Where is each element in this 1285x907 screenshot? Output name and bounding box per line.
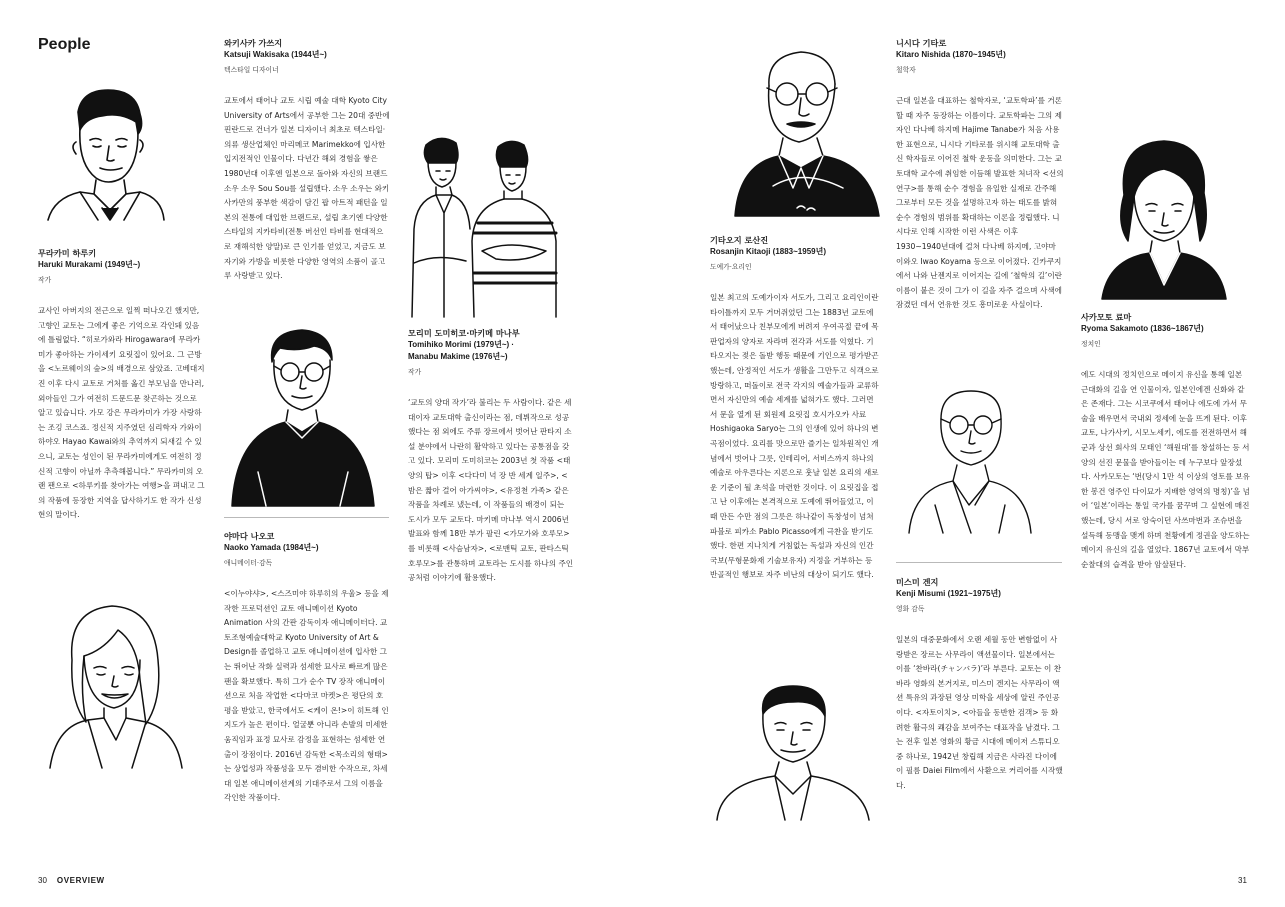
person-role: 정치인 [1081, 340, 1101, 348]
person-name-en: Katsuji Wakisaka (1944년~) [224, 50, 327, 59]
wakisaka-portrait-icon [228, 322, 378, 507]
page-number-left: 30 [38, 876, 47, 885]
person-name-en: Rosanjin Kitaoji (1883~1959년) [710, 247, 826, 256]
person-bio: 교토에서 태어나 교토 시립 예술 대학 Kyoto City University of Arts에서 공부한 그는 20대 중반에 핀란드로 건너가 일본 디자이너 최초로 텍스타일·의류 생산업체인 마리메코 Marimekko에 입사한 입지전적인 인물이다. 다년간 해외 경험을 쌓은 1980년대 이후엔 일본으로 돌아와 자신의 브랜드 소우 소우 Sou Sou를 설립했다. 소우 소우는 와키사카만의 풍부한 색감이 담긴 팝 아트적 패턴을 일본의 전통에 대입한 브랜드로, 설립 초기엔 다양한 스타일의 지카타비(전통 버선인 타비를 현대적으로 재해석한 양말)로 큰 인기를 얻었고, 지금도 보자기와 가방을 비롯한 다양한 영역의 소품이 골고루 사랑받고 있다. [224, 96, 390, 281]
person-kitaoji [710, 234, 880, 583]
person-bio: <이누야샤>, <스즈미야 하루히의 우울> 등을 제작한 프로덕션인 교토 애니메이션 Kyoto Animation 사의 간판 감독이자 애니메이터다. 교토조형예술대학교 Kyoto University of Art & Design를 졸업하고 교토 애니메이션에 입사한 그는 뛰어난 작화 실력과 섬세한 묘사로 빠르게 많은 팬을 확보했다. 특히 그가 순수 TV 장작 애니메이션으로 처음 작업한 <다마코 마켓>은 평단의 호평을 받았고, 한국에서도 <케이 온!>이 히트해 인지도가 높은 편이다. 얼굴뿐 아니라 손발의 미세한 움직임과 표정 묘사로 감정을 표현하는 섬세한 연출이 장점이다. 2016년 감독한 <목소리의 형태>는 상업성과 작품성을 모두 겸비한 수작으로, 차세대 일본 애니메이션계의 기대주로서 그의 이름을 각인한 작품이다. [224, 589, 389, 803]
morimi-makime-portrait-icon [406, 133, 576, 318]
person-name-ko: 기타오지 로산진 [710, 235, 769, 245]
person-name-en: Manabu Makime (1976년~) [408, 352, 508, 361]
person-name-en: Haruki Murakami (1949년~) [38, 260, 141, 269]
section-label: OVERVIEW [56, 876, 105, 885]
person-bio: 에도 시대의 정치인으로 메이지 유신을 통해 일본 근대화의 길을 연 인물이자, 일본인에겐 신화와 같은 존재다. 그는 시코쿠에서 태어나 에도에 가서 무술을 배우면서 국내외 정세에 눈을 뜨게 된다. 이후 교토, 나가사키, 시모노세키, 에도를 전전하면서 해군과 상선 회사의 모태인 ‘해원대’를 창설하는 등 서양의 선진 문물을 받아들이는 데 누구보다 앞장섰다. 사카모토는 ‘번(당시 1만 석 이상의 영토를 보유한 봉건 영주인 다이묘가 지배한 영역의 명칭)’을 넘어 ‘일본’이라는 통일 국가를 꿈꾸며 그 실현에 매진했는데, 당시 서로 앙숙이던 사쓰마번과 조슈번을 설득해 동맹을 맺게 하며 천황에게 정권을 양도하는 메이지 유신의 길을 열었다. 1867년 교토에서 막부 순찰대의 습격을 받아 암살된다. [1081, 370, 1250, 569]
nishida-portrait-icon [905, 385, 1035, 535]
person-role: 작가 [408, 368, 422, 376]
person-sakamoto [1081, 311, 1251, 572]
person-bio: 일본의 대중문화에서 오랜 세월 동안 변함없이 사랑받은 장르는 사무라이 액션물이다. 일본에서는 이를 ‘찬바라(チャンバラ)’라 부른다. 교토는 이 찬바라 영화의 본거지로, 미스미 겐지는 사무라이 액션 특유의 과장된 영상 미학을 세상에 알린 주인공이다. <자토이치>, <아들을 동반한 검객> 등 화려한 활극의 쾌감을 보여주는 대표작을 남겼다. 그는 전후 일본 영화의 황금 시대에 메이저 스튜디오 중 하나로, 1942년 창립해 지금은 사라진 다이에이 필름 Daiei Film에서 사환으로 커리어를 시작했다. [896, 635, 1063, 790]
person-morimi-makime [408, 327, 574, 586]
person-bio: 일본 최고의 도예가이자 서도가, 그리고 요리인이란 타이틀까지 모두 거머쥐었던 그는 1883년 교토에서 태어났으나 친부모에게 버려져 우여곡절 끝에 목판업자의 양자로 자라며 전각과 서도를 익혔다. 기타오지는 젖은 돌받 행동 때문에 기인으로 평가받곤 했는데, 안정적인 서도가 생활을 그만두고 식객으로 방랑하고, 떠돌이로 전국 각지의 예술가들과 교류하면서 자신만의 예술 세계를 넓혀가도 했다. 그러면서 문을 열게 된 회원제 요릿집 호시가오카 사료 Hoshigaoka Saryo는 그의 인생에 있어 하나의 변곡점이었다. 요리를 맛으로만 즐기는 일차원적인 개념에서 벗어나 그릇, 인테리어, 서비스까지 하나의 예술로 아우른다는 지론으로 훗날 일본 요리의 새로운 기준이 될 초석을 마련한 것이다. 이 요릿집을 접고 난 이후에는 본격적으로 도예에 뛰어들었고, 이때 만든 수만 점의 그릇은 하나같이 독창성이 넘쳐 파블로 피카소 Pablo Picasso에게 극찬을 받기도 했다. 한편 지나치게 거침없는 독설과 자신의 인간국보(무형문화재 기술보유자) 지정을 거부하는 등 반골적인 행보로 자주 비난의 대상이 되기도 했다. [710, 293, 879, 580]
person-role: 철학자 [896, 66, 916, 74]
footer-left [38, 876, 105, 885]
yamada-portrait-icon [42, 590, 192, 770]
person-name-ko: 와키사카 가쓰지 [224, 38, 283, 48]
person-name-ko: 모리미 도미히코·마키메 마나부 [408, 328, 520, 338]
person-name-ko: 미스미 겐지 [896, 577, 939, 587]
person-role: 영화 감독 [896, 605, 925, 613]
person-bio: ‘교토의 양대 작가’라 불리는 두 사람이다. 같은 세대이자 교토대학 출신이라는 점, 데뷔작으로 성공했다는 점 외에도 주류 장르에서 벗어난 판타지 소설 분야에서 나란히 활약하고 있다는 공통점을 갖고 있다. 모리미 도미히코는 2003년 첫 작품 <태양의 탑> 이후 <다다미 넉 장 반 세계 일주>, <밤은 짧아 걸어 아가씨야>, <유정천 가족> 같은 작품을 차례로 냈는데, 이 작품들의 배경이 되는 도시가 모두 교토다. 마키메 마나부 역시 2006년 발표와 함께 18만 부가 팔린 <가모가와 호루모>를 비롯해 <사슴남자>, <로맨틱 교토, 판타스틱 호루모>를 관통하며 교토라는 도시를 하나의 주인공처럼 이야기에 활용했다. [408, 398, 574, 583]
person-role: 애니메이터·감독 [224, 559, 273, 567]
person-bio: 근대 일본을 대표하는 철학자로, ‘교토학파’를 거론할 때 자주 등장하는 이름이다. 교토학파는 그의 제자인 다나베 하지메 Hajime Tanabe가 처음 사용한 표현으로, 니시다 기타로를 위시해 교토대학 출신 학자들로 이어진 철학 운동을 의미한다. 그는 교토대학 교수에 취임한 이듬해 발표한 처녀작 <선의 연구>를 통해 순수 경험을 유일한 실재로 간주해 그로부터 모든 것을 설명하고자 하는 태도를 밝혀 순수 경험의 범위를 확대하는 이론을 정립했다. 니시다로 인해 시작한 이런 사색은 이후 1930~1940년대에 걸쳐 다나베 하지메, 고야마 이와오 Iwao Koyama 등으로 이어졌다. 긴카쿠지에서 나와 난젠지로 이어지는 길에 ‘철학의 길’이란 이름이 붙은 것이 그가 이 길을 자주 걸으며 사색에 잠겼던 데서 연유한 것도 흥미로운 사실이다. [896, 96, 1064, 310]
person-bio: 교사인 아버지의 전근으로 일찍 떠나오긴 했지만, 고향인 교토는 그에게 좋은 기억으로 각인돼 있음에 틀림없다. “히로가와라 Hirogawara에 무라카미가 좋아하는 가이세키 요릿집이 있어요. 그 근방을 <노르웨이의 숲>의 배경으로 삼았죠. 고베대지진 이후 다시 교토로 거처를 옮긴 부모님을 만나러, 외아들인 그가 여전히 드문드문 찾곤하는 것으로 알고 있습니다. 가모 강은 무라카미가 가장 사랑하는 조깅 코스죠. 정신적 지주였던 심리학자 가와이 하야오 Hayao Kawai와의 추억까지 되새길 수 있으니, 교토는 성인이 된 무라카미에게도 여전히 정신적 고향이 아닐까 추측해봅니다.” 무라카미의 오랜 팬으로 <하루키를 찾아가는 여행>을 펴내고 그의 작품에 등장한 지역을 답사하기도 한 작가 신성현의 말이다. [38, 306, 205, 520]
person-name-ko: 니시다 기타로 [896, 38, 947, 48]
page-number-right: 31 [1238, 876, 1247, 885]
page-title: People [38, 36, 91, 53]
person-name-ko: 사카모토 료마 [1081, 312, 1132, 322]
person-misumi [896, 576, 1064, 794]
person-name-en: Naoko Yamada (1984년~) [224, 543, 319, 552]
person-murakami [38, 247, 206, 523]
person-name-ko: 야마다 나오코 [224, 531, 275, 541]
person-yamada [224, 530, 390, 806]
person-wakisaka [224, 37, 390, 284]
person-role: 텍스타일 디자이너 [224, 66, 279, 74]
person-name-en: Kitaro Nishida (1870~1945년) [896, 50, 1006, 59]
person-name-en: Kenji Misumi (1921~1975년) [896, 589, 1001, 598]
misumi-portrait-icon [713, 682, 873, 822]
person-nishida [896, 37, 1064, 313]
divider [224, 517, 389, 518]
person-role: 작가 [38, 276, 52, 284]
person-name-en: Tomihiko Morimi (1979년~) · [408, 340, 515, 349]
person-role: 도예가·요리인 [710, 263, 752, 271]
divider [896, 562, 1062, 563]
sakamoto-portrait-icon [1098, 135, 1228, 300]
person-name-en: Ryoma Sakamoto (1836~1867년) [1081, 324, 1204, 333]
murakami-portrait-icon [40, 82, 165, 222]
person-name-ko: 무라카미 하루키 [38, 248, 97, 258]
kitaoji-portrait-icon [733, 38, 883, 218]
